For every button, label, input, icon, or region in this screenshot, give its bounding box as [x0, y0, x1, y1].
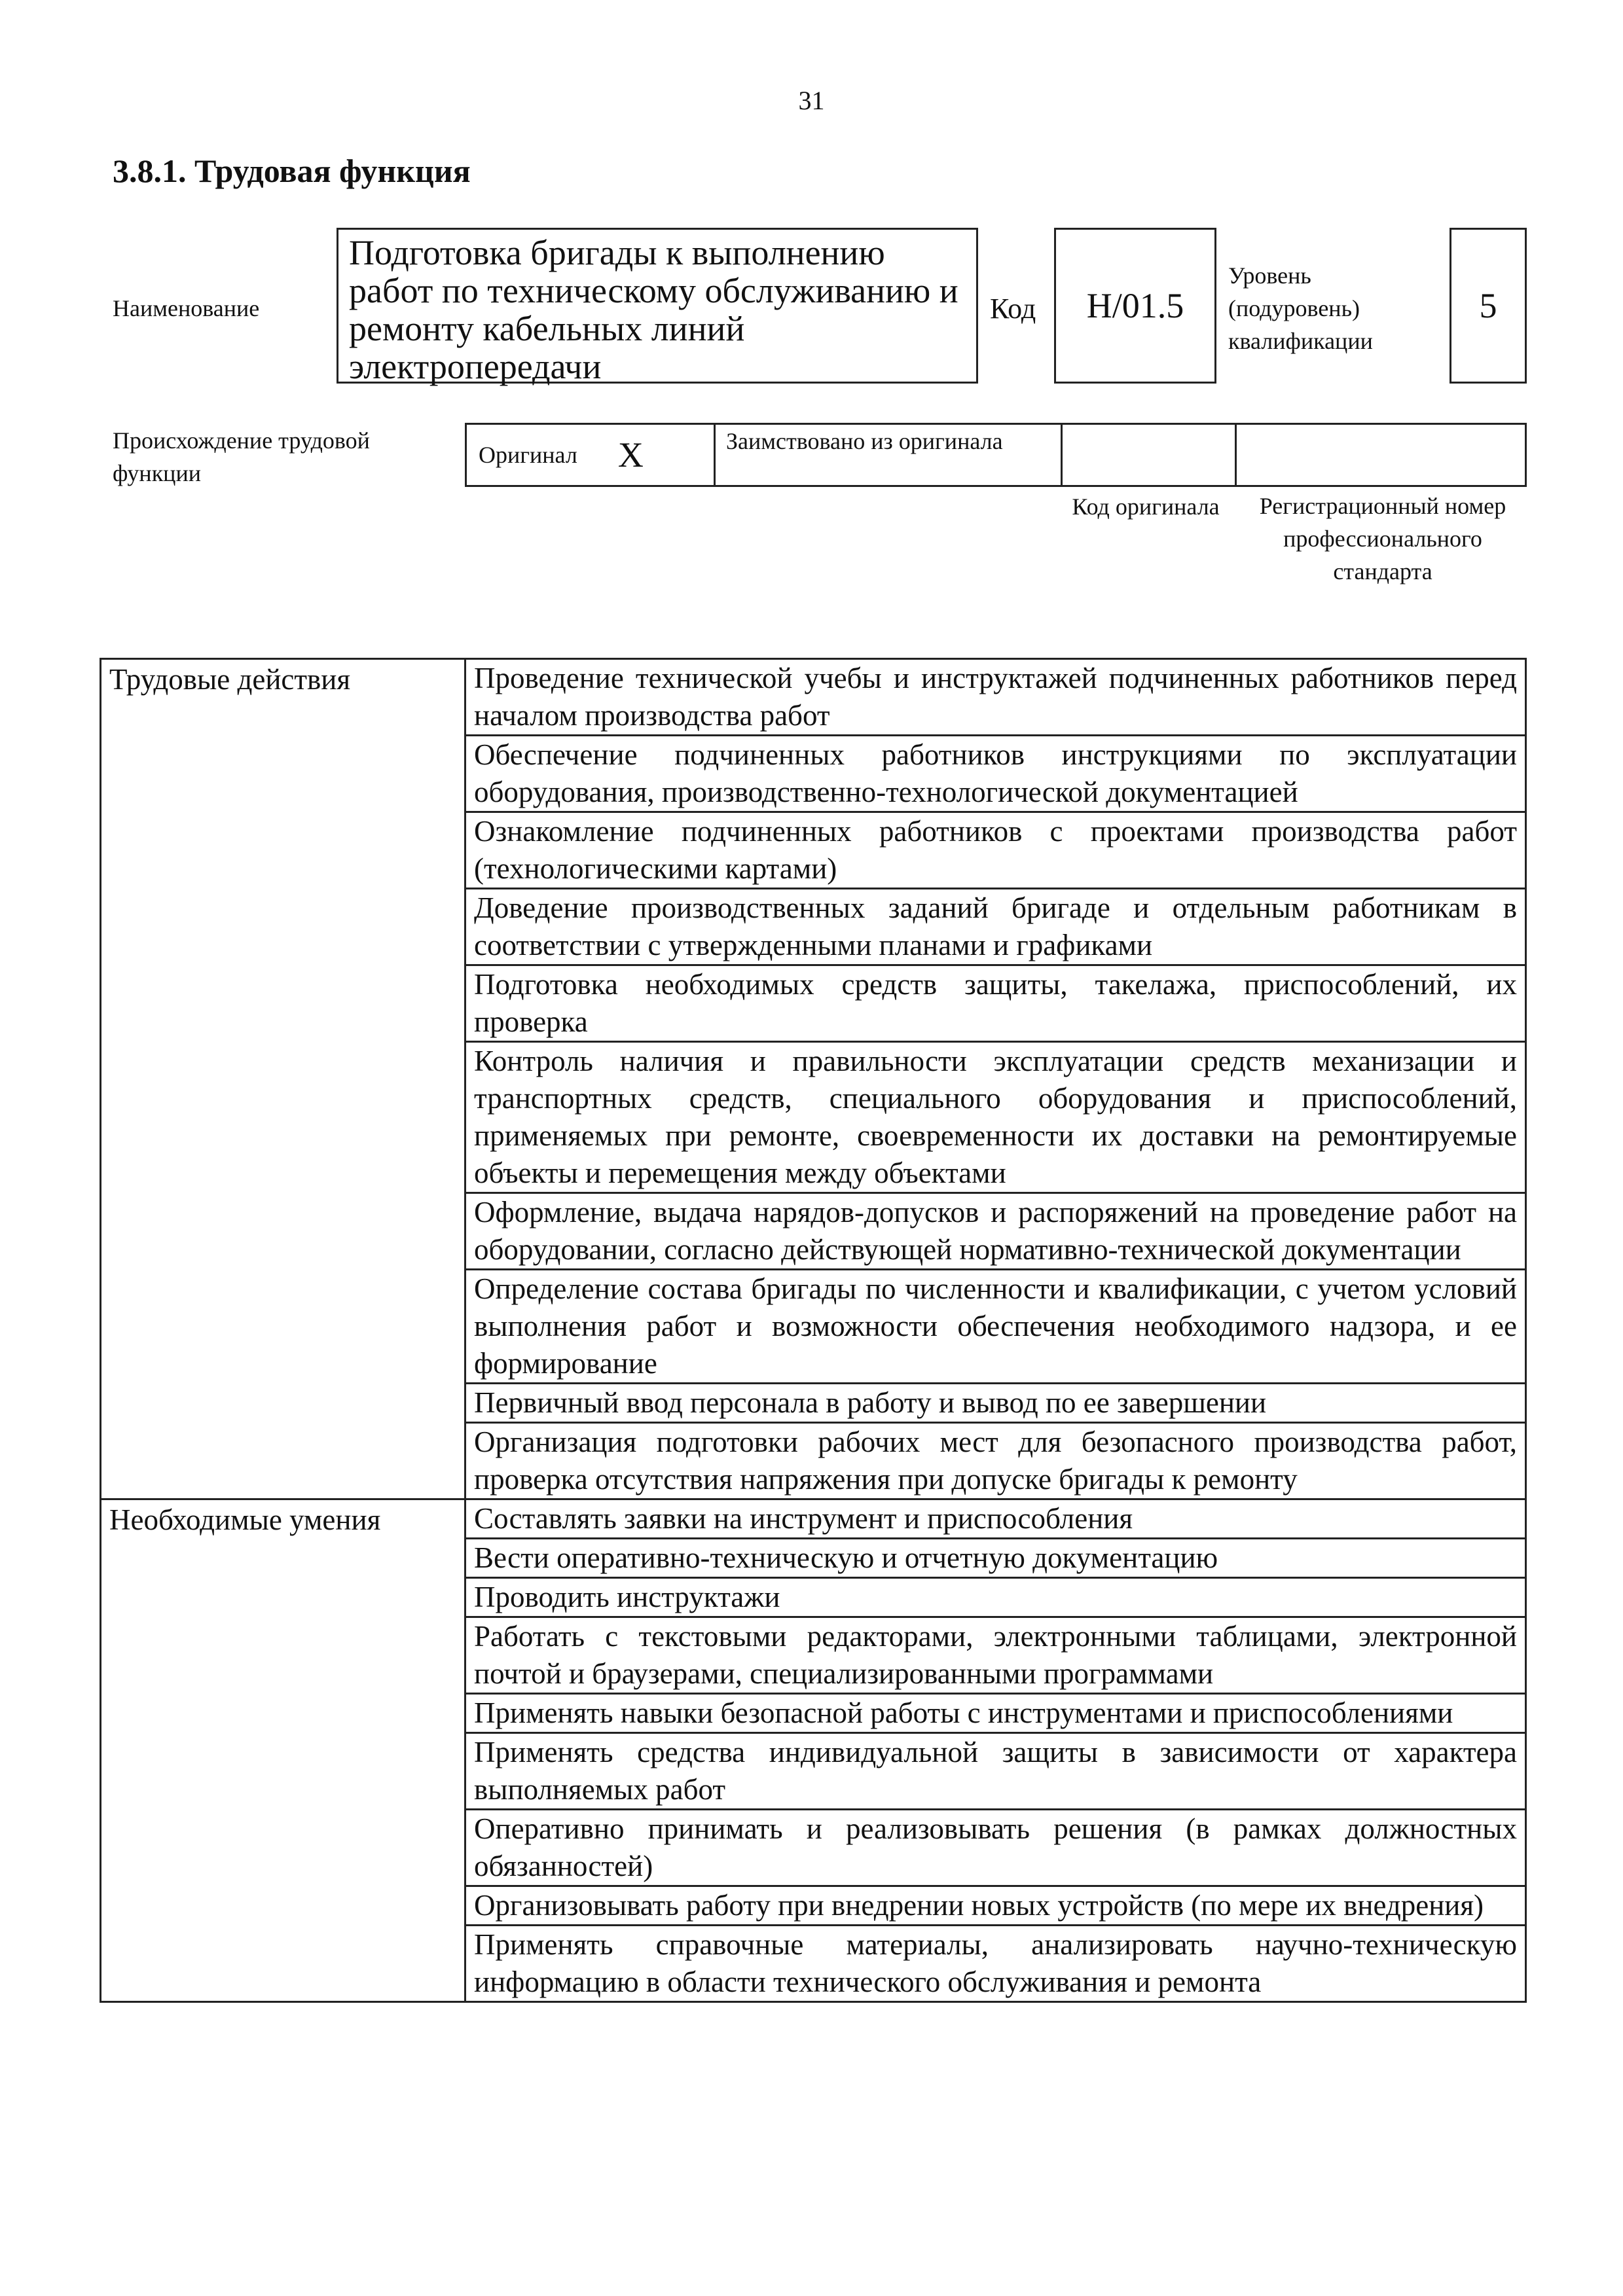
table-cell-item: Организация подготовки рабочих мест для безопасного производства работ, проверка отсутствия напряжения при допуске бригады к ремонту: [465, 1423, 1526, 1499]
table-cell-item: Организовывать работу при внедрении новых устройств (по мере их внедрения): [465, 1886, 1526, 1926]
table-cell-item: Проводить инструктажи: [465, 1578, 1526, 1617]
table-cell-item: Ознакомление подчиненных работников с проектами производства работ (технологическими картами): [465, 812, 1526, 889]
code-value: H/01.5: [1086, 286, 1184, 325]
code-original-cell: [1063, 425, 1237, 485]
borrowed-label: Заимствовано из оригинала: [726, 428, 1003, 454]
table-cell-item: Применять навыки безопасной работы с инструментами и приспособлениями: [465, 1694, 1526, 1733]
table-cell-item: Доведение производственных заданий бригаде и отдельным работникам в соответствии с утвержденными планами и графиками: [465, 889, 1526, 965]
level-value-box: [1450, 228, 1527, 384]
level-label: Уровень (подуровень) квалификации: [1228, 262, 1373, 354]
table-cell-item: Обеспечение подчиненных работников инструкциями по эксплуатации оборудования, производственно-технологической документацией: [465, 736, 1526, 812]
section-title-cell: Необходимые умения: [101, 1499, 465, 2002]
name-label: Наименование: [113, 295, 260, 321]
table-cell-item: Оперативно принимать и реализовывать решения (в рамках должностных обязанностей): [465, 1810, 1526, 1886]
table-row: [101, 1499, 1526, 1539]
original-label: Оригинал: [479, 442, 577, 468]
table-cell-item: Составлять заявки на инструмент и приспособления: [465, 1499, 1526, 1539]
table-cell-item: Работать с текстовыми редакторами, электронными таблицами, электронной почтой и браузерами, специализированными программами: [465, 1617, 1526, 1694]
table-cell-item: Первичный ввод персонала в работу и вывод по ее завершении: [465, 1384, 1526, 1423]
code-original-caption: Код оригинала: [1072, 493, 1220, 520]
name-value-box: [337, 228, 978, 384]
table-cell-item: Проведение технической учебы и инструктажей подчиненных работников перед началом производства работ: [465, 659, 1526, 736]
code-label: Код: [990, 293, 1036, 325]
section-title: 3.8.1. Трудовая функция: [113, 152, 471, 189]
table-cell-item: Применять средства индивидуальной защиты в зависимости от характера выполняемых работ: [465, 1733, 1526, 1810]
table-cell-item: Вести оперативно-техническую и отчетную документацию: [465, 1539, 1526, 1578]
table-cell-item: Контроль наличия и правильности эксплуатации средств механизации и транспортных средств, специального оборудования и приспособлений, применяемых при ремонте, своевременности их доставки на ремонтируемые объекты и перемещения между объектами: [465, 1042, 1526, 1193]
table-cell-item: Оформление, выдача нарядов-допусков и распоряжений на проведение работ на оборудовании, согласно действующей нормативно-технической документации: [465, 1193, 1526, 1270]
name-value: Подготовка бригады к выполнению работ по техническому обслуживанию и ремонту кабельных линий электропередачи: [349, 233, 958, 386]
table-cell-item: Подготовка необходимых средств защиты, такелажа, приспособлений, их проверка: [465, 965, 1526, 1042]
reg-number-cell: [1237, 425, 1525, 485]
page-number: 31: [798, 86, 825, 115]
table-cell-item: Применять справочные материалы, анализировать научно-техническую информацию в области технического обслуживания и ремонта: [465, 1926, 1526, 2002]
section-title-cell: Трудовые действия: [101, 659, 465, 1499]
origin-label: Происхождение трудовой функции: [113, 427, 370, 486]
origin-row: [465, 423, 1527, 487]
original-cell: [467, 425, 716, 485]
function-table: [100, 658, 1527, 2003]
reg-number-caption: Регистрационный номер профессионального стандарта: [1259, 493, 1506, 584]
original-mark: X: [617, 435, 644, 475]
borrowed-cell: [716, 425, 1063, 485]
table-row: [101, 659, 1526, 736]
code-value-box: [1054, 228, 1216, 384]
level-value: 5: [1479, 286, 1497, 325]
table-cell-item: Определение состава бригады по численности и квалификации, с учетом условий выполнения работ и возможности обеспечения необходимого надзора, и ее формирование: [465, 1270, 1526, 1384]
